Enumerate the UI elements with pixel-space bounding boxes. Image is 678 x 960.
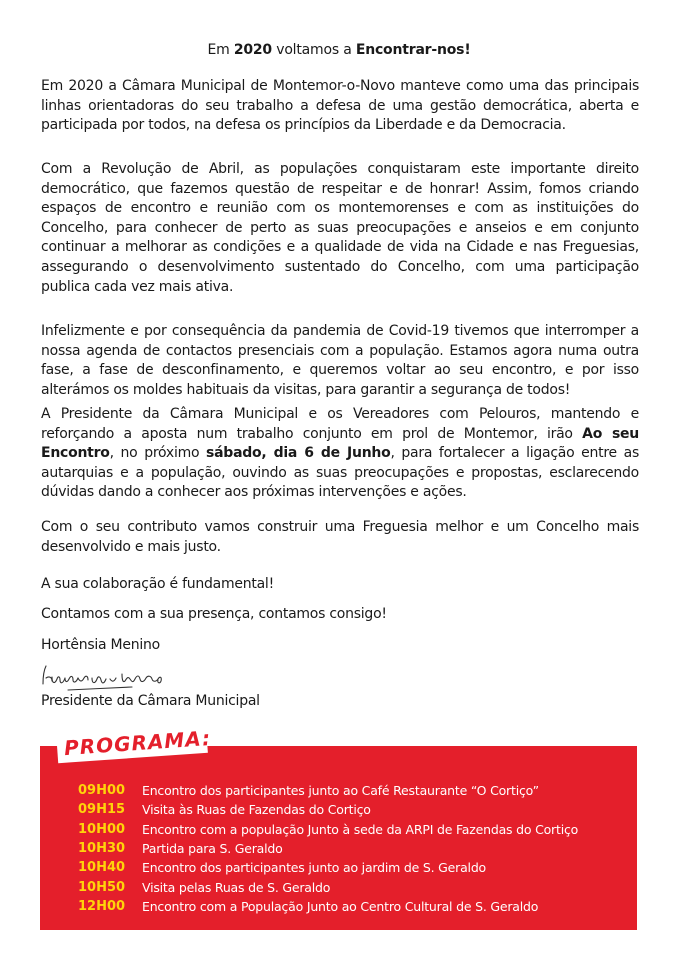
signer-name: Hortênsia Menino — [41, 637, 160, 653]
schedule-description: Visita às Ruas de Fazendas do Cortiço — [142, 802, 371, 818]
schedule-row — [78, 781, 578, 800]
paragraph-2: Com a Revolução de Abril, as populações conquistaram este importante direito democrático, que fazemos questão de respeitar e de honrar! Assim, fomos criando espaços de encontro e reunião com os montemorenses e com as instituições do Concelho, para conhecer de perto as suas preocupações e anseios e em conjunto continuar a melhorar as condições e a qualidade de vida na Cidade e nas Freguesias, assegurando o desenvolvimento sustentado do Concelho, com uma participação publica cada vez mais ativa. — [41, 161, 639, 295]
title-year: 2020 — [233, 42, 272, 58]
schedule-time: 10H00 — [78, 821, 126, 837]
schedule-row — [78, 858, 578, 877]
schedule-row — [78, 820, 578, 839]
schedule-description: Encontro com a População Junto ao Centro Cultural de S. Geraldo — [142, 898, 539, 914]
schedule-time: 10H40 — [78, 860, 126, 876]
schedule-row — [78, 877, 578, 896]
paragraph-5: Com o seu contributo vamos construir uma Freguesia melhor e um Concelho mais desenvolvido e mais justo. — [41, 519, 639, 555]
schedule-time: 10H50 — [78, 879, 126, 895]
schedule-time: 09H15 — [78, 802, 126, 818]
paragraph-3: Infelizmente e por consequência da pandemia de Covid-19 tivemos que interromper a nossa agenda de contactos presenciais com a população. Estamos agora numa outra fase, a fase de desconfinamento, e queremos voltar ao seu encontro, e por isso alterámos os moldes habituais da visitas, para garantir a segurança de todos! — [41, 323, 639, 398]
schedule-description: Partida para S. Geraldo — [142, 841, 283, 857]
encounter-emphasis: Ao seu Encontro — [41, 425, 639, 462]
closing-line-1: A sua colaboração é fundamental! — [41, 576, 274, 592]
handwritten-signature — [40, 660, 180, 694]
schedule-time: 09H00 — [78, 783, 126, 799]
schedule-description: Encontro dos participantes junto ao Café Restaurante “O Cortiço” — [142, 783, 539, 799]
schedule-row — [78, 897, 578, 916]
schedule-time: 10H30 — [78, 841, 126, 857]
page-title — [0, 42, 678, 58]
schedule-time: 12H00 — [78, 898, 126, 914]
schedule-description: Visita pelas Ruas de S. Geraldo — [142, 879, 331, 895]
title-prefix: Em — [207, 42, 234, 58]
paragraph-4: A Presidente da Câmara Municipal e os Vereadores com Pelouros, mantendo e reforçando a aposta num trabalho conjunto em prol de Montemor, irão Ao seu Encontro, no próximo sábado, dia 6 de Junho, para fortalecer a ligação entre as autarquias e a população, ouvindo as suas preocupações e propostas, esclarecendo dúvidas dando a conhecer aos próximas intervenções e ações. — [41, 406, 639, 501]
schedule-description: Encontro dos participantes junto ao jardim de S. Geraldo — [142, 860, 487, 876]
date-emphasis: sábado, dia 6 de Junho — [206, 445, 391, 462]
schedule-description: Encontro com a população Junto à sede da ARPI de Fazendas do Cortiço — [142, 821, 579, 837]
programme-schedule — [78, 781, 578, 916]
title-middle: voltamos a — [271, 42, 356, 58]
paragraph-1: Em 2020 a Câmara Municipal de Montemor-o-Novo manteve como uma das principais linhas orientadoras do seu trabalho a defesa de uma gestão democrática, aberta e participada por todos, na defesa os princípios da Liberdade e da Democracia. — [41, 78, 639, 134]
programme-heading: PROGRAMA: — [63, 725, 212, 761]
signer-role: Presidente da Câmara Municipal — [41, 693, 260, 709]
schedule-row — [78, 800, 578, 819]
closing-line-2: Contamos com a sua presença, contamos consigo! — [41, 606, 387, 622]
title-emphasis: Encontrar-nos! — [355, 42, 471, 58]
schedule-row — [78, 839, 578, 858]
